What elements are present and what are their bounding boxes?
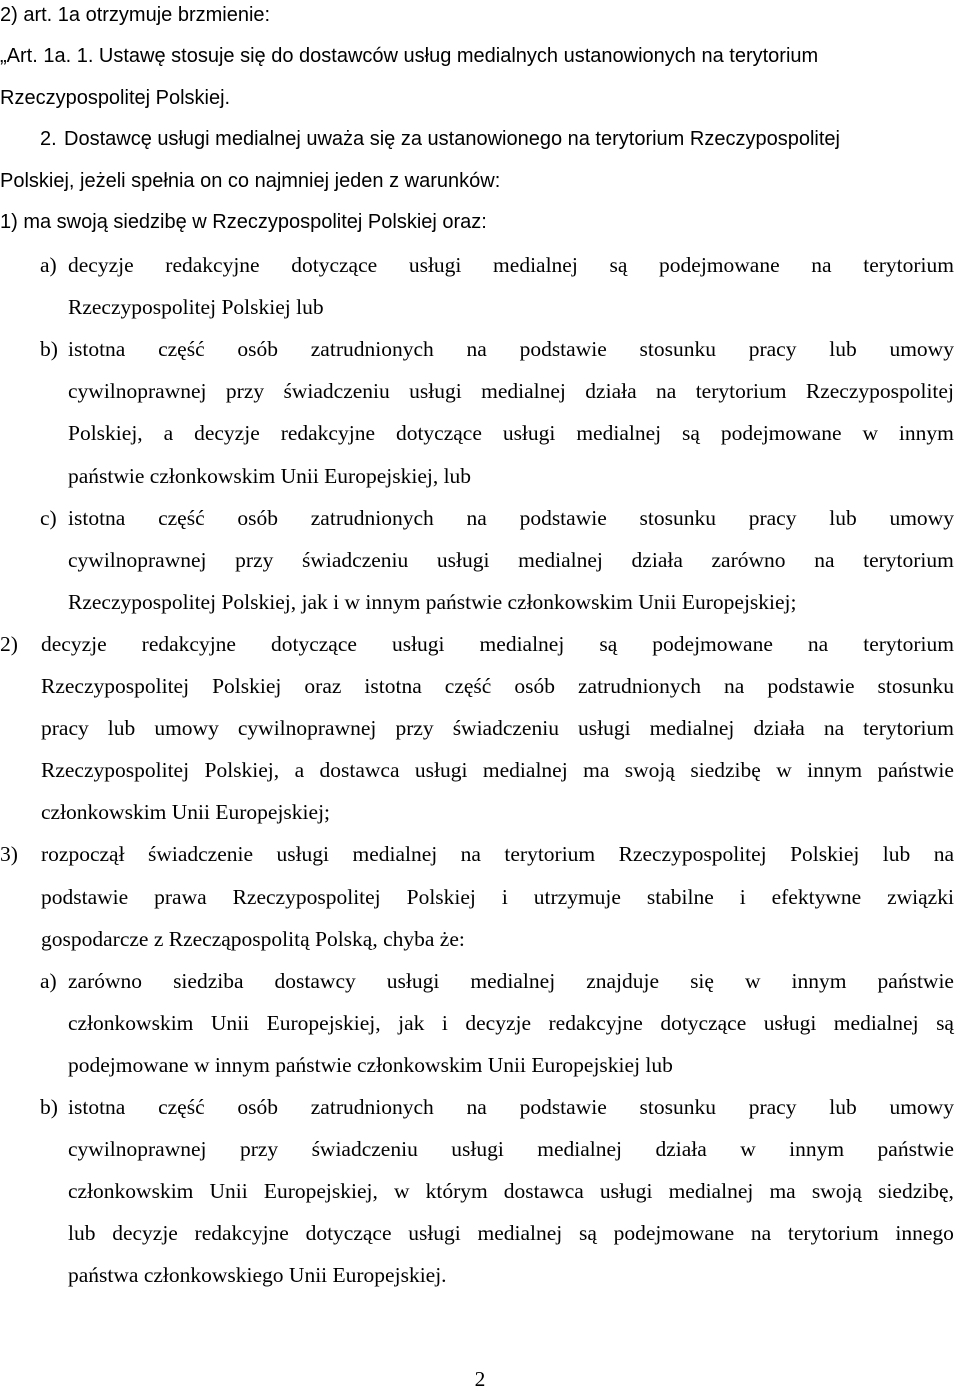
word: umowy (154, 716, 219, 740)
word: działa (585, 379, 637, 403)
word: świadczeniu (302, 548, 409, 572)
word: przy (239, 1137, 279, 1161)
word: stosunku (639, 1095, 716, 1119)
item-1-point-a-line: Rzeczypospolitej Polskiej lub (68, 295, 324, 319)
word: usługi (409, 379, 462, 403)
word: członkowskim (68, 1011, 194, 1035)
word: Rzeczypospolitej (41, 674, 190, 698)
word: Europejskiej, (263, 1179, 378, 1203)
word: medialnej (481, 379, 566, 403)
word: zatrudnionych (310, 337, 434, 361)
word: dostawcy (274, 969, 356, 993)
word: dotyczące (271, 632, 357, 656)
word: pracy (748, 1095, 797, 1119)
word: część (158, 506, 205, 530)
word: stosunku (639, 506, 716, 530)
word: usługi (386, 969, 440, 993)
word: ma (583, 758, 610, 782)
word: w (740, 1137, 756, 1161)
word: rozpoczął (41, 842, 125, 866)
word: cywilnoprawnej (68, 548, 207, 572)
word: terytorium (787, 1221, 879, 1245)
word: usługi (276, 842, 330, 866)
word: efektywne (771, 885, 862, 909)
word: medialnej (576, 421, 662, 445)
word: medialnej (352, 842, 438, 866)
word: medialnej (493, 253, 578, 277)
word: podejmowane (613, 1221, 735, 1245)
word: decyzje (194, 421, 260, 445)
word: podejmowane (652, 632, 773, 656)
word: na (814, 548, 835, 572)
word: cywilnoprawnej (68, 379, 207, 403)
word: podejmowane (659, 253, 780, 277)
word: część (158, 1095, 205, 1119)
word: osób (237, 337, 279, 361)
item-3-line (41, 844, 954, 866)
word: na (724, 674, 745, 698)
word: świadczeniu (311, 1137, 418, 1161)
word: pracy (748, 337, 797, 361)
item-3-point-b-line: państwa członkowskiego Unii Europejskiej. (68, 1263, 447, 1287)
word: i (739, 885, 746, 909)
word: Rzeczypospolitej (805, 379, 954, 403)
word: państwie (877, 969, 954, 993)
word: usługi (391, 632, 445, 656)
word: zatrudnionych (310, 1095, 434, 1119)
item-2-line: członkowskim Unii Europejskiej; (41, 800, 331, 824)
word: Unii (209, 1179, 248, 1203)
word: się (690, 969, 714, 993)
word: przy (395, 716, 434, 740)
word: a (294, 758, 305, 782)
word: istotna (68, 506, 126, 530)
word: usługi (414, 758, 468, 782)
word: innego (895, 1221, 954, 1245)
word: Rzeczypospolitej (41, 758, 190, 782)
item-1-point-b-marker: b) (40, 337, 58, 362)
item-3-point-b-line (68, 1097, 954, 1119)
word: siedziba (173, 969, 244, 993)
word: Unii (210, 1011, 250, 1035)
word: terytorium (695, 379, 787, 403)
word: stabilne (646, 885, 714, 909)
word: jak (398, 1011, 425, 1035)
word: na (750, 1221, 772, 1245)
item-3-marker: 3) (0, 842, 18, 867)
word: świadczeniu (283, 379, 390, 403)
word: usługi (502, 421, 556, 445)
word: podstawie (519, 337, 607, 361)
word: podstawie (41, 885, 129, 909)
word: medialnej (518, 548, 603, 572)
amendment-heading: 2) art. 1a otrzymuje brzmienie: (0, 4, 271, 26)
word: świadczeniu (452, 716, 559, 740)
word: podstawie (767, 674, 855, 698)
word: na (656, 379, 677, 403)
item-3-point-a-line (68, 1013, 954, 1035)
word: zatrudnionych (577, 674, 701, 698)
item-1-point-c-line (68, 550, 954, 572)
word: i (501, 885, 508, 909)
word: Polskiej (790, 842, 860, 866)
word: innym (898, 421, 954, 445)
word: swoją (811, 1179, 862, 1203)
word: innym (789, 1137, 845, 1161)
word: w (744, 969, 761, 993)
word: terytorium (863, 632, 954, 656)
word: podejmowane (720, 421, 842, 445)
word: lub (68, 1221, 96, 1245)
word: na (933, 842, 954, 866)
word: Europejskiej, (266, 1011, 381, 1035)
word: dostawca (319, 758, 400, 782)
item-1-point-c-line: Rzeczypospolitej Polskiej, jak i w innym państwie członkowskim Unii Europejskiej; (68, 590, 797, 614)
word: umowy (889, 506, 954, 530)
word: działa (655, 1137, 707, 1161)
word: w (393, 1179, 410, 1203)
item-1-point-c-line (68, 508, 954, 530)
word: redakcyjne (548, 1011, 643, 1035)
item-3-point-a-marker: a) (40, 968, 57, 993)
word: terytorium (863, 253, 954, 277)
word: usługi (436, 548, 490, 572)
word: pracy (748, 506, 797, 530)
word: lub (107, 716, 136, 740)
word: medialnej (649, 716, 735, 740)
paragraph-2-marker: 2. (40, 128, 57, 150)
word: redakcyjne (280, 421, 375, 445)
word: pracy (41, 716, 89, 740)
word: w (776, 758, 792, 782)
word: a (163, 421, 174, 445)
item-3-point-b-line (68, 1139, 954, 1161)
word: zatrudnionych (310, 506, 434, 530)
word: na (811, 253, 832, 277)
item-3-point-b-line (68, 1223, 954, 1245)
word: działa (753, 716, 805, 740)
word: zarówno (711, 548, 786, 572)
word: oraz (304, 674, 342, 698)
word: medialnej (470, 969, 556, 993)
article-1a-paragraph-1-line: „Art. 1a. 1. Ustawę stosuje się do dostawców usług medialnych ustanowionych na terytorium (0, 45, 819, 67)
word: zarówno (68, 969, 143, 993)
word: lub (829, 337, 857, 361)
word: usługi (408, 253, 462, 277)
word: Polskiej, (68, 421, 143, 445)
item-3-point-a-line (68, 971, 954, 993)
word: są (599, 632, 618, 656)
item-1-point-c-marker: c) (40, 505, 57, 530)
item-2-line (41, 718, 954, 740)
word: Rzeczypospolitej (618, 842, 767, 866)
word: podstawie (519, 506, 607, 530)
word: państwie (877, 1137, 954, 1161)
word: decyzje (465, 1011, 532, 1035)
word: medialnej (479, 632, 565, 656)
word: usługi (763, 1011, 817, 1035)
word: usługi (451, 1137, 504, 1161)
word: stosunku (877, 674, 954, 698)
word: terytorium (863, 548, 954, 572)
word: osób (237, 1095, 279, 1119)
article-1a-paragraph-1-line: Rzeczypospolitej Polskiej. (0, 87, 231, 109)
word: istotna (68, 1095, 126, 1119)
word: umowy (889, 1095, 954, 1119)
word: swoją (624, 758, 675, 782)
word: podstawie (519, 1095, 607, 1119)
word: dotyczące (395, 421, 482, 445)
item-3-line (41, 887, 954, 909)
item-1-point-b-line: państwie członkowskim Unii Europejskiej, lub (68, 464, 472, 488)
word: znajduje (586, 969, 660, 993)
word: innym (807, 758, 863, 782)
word: przy (235, 548, 274, 572)
word: Rzeczypospolitej (232, 885, 381, 909)
item-2-line (41, 676, 954, 698)
word: Polskiej (212, 674, 282, 698)
item-2-marker: 2) (0, 631, 18, 656)
word: istotna (68, 337, 126, 361)
item-1-point-b-line (68, 339, 954, 361)
word: redakcyjne (141, 632, 236, 656)
word: są (609, 253, 628, 277)
word: umowy (889, 337, 954, 361)
word: związki (887, 885, 954, 909)
item-1-point-a-line (68, 255, 954, 277)
word: są (936, 1011, 954, 1035)
word: cywilnoprawnej (237, 716, 377, 740)
word: lub (829, 1095, 857, 1119)
word: i (441, 1011, 448, 1035)
word: medialnej (482, 758, 568, 782)
word: na (466, 337, 487, 361)
item-2-line (41, 760, 954, 782)
word: siedzibę (690, 758, 761, 782)
item-1-point-a-marker: a) (40, 253, 57, 277)
word: cywilnoprawnej (68, 1137, 207, 1161)
word: terytorium (504, 842, 596, 866)
page-number: 2 (474, 1367, 486, 1391)
word: medialnej (537, 1137, 623, 1161)
word: medialnej (833, 1011, 919, 1035)
word: na (460, 842, 481, 866)
word: utrzymuje (533, 885, 621, 909)
word: członkowskim (68, 1179, 194, 1203)
word: osób (514, 674, 555, 698)
word: decyzje (41, 632, 107, 656)
item-1-point-b-line (68, 381, 954, 403)
word: na (807, 632, 829, 656)
word: Polskiej, (204, 758, 280, 782)
word: dotyczące (660, 1011, 747, 1035)
word: usługi (578, 716, 631, 740)
word: przy (225, 379, 265, 403)
word: innym (791, 969, 847, 993)
word: stosunku (639, 337, 716, 361)
word: ma (769, 1179, 796, 1203)
item-3-point-b-line (68, 1181, 954, 1203)
word: usługi (599, 1179, 653, 1203)
item-2-line (41, 634, 954, 656)
word: dotyczące (291, 253, 378, 277)
word: decyzje (112, 1221, 178, 1245)
word: w (862, 421, 878, 445)
word: medialnej (668, 1179, 754, 1203)
word: usługi (408, 1221, 461, 1245)
word: terytorium (863, 716, 954, 740)
word: działa (631, 548, 683, 572)
word: część (158, 337, 205, 361)
word: medialnej (477, 1221, 563, 1245)
word: są (578, 1221, 597, 1245)
word: prawa (154, 885, 207, 909)
word: lub (829, 506, 857, 530)
item-3-line: gospodarcze z Rzecząpospolitą Polską, chyba że: (41, 927, 465, 951)
word: osób (237, 506, 279, 530)
word: są (682, 421, 700, 445)
word: decyzje (68, 253, 134, 277)
word: redakcyjne (194, 1221, 289, 1245)
word: na (823, 716, 845, 740)
word: świadczenie (147, 842, 254, 866)
word: istotna (364, 674, 422, 698)
word: dotyczące (305, 1221, 392, 1245)
item-3-point-b-marker: b) (40, 1095, 58, 1119)
word: dostawca (503, 1179, 584, 1203)
item-3-point-a-line: podejmowane w innym państwie członkowskim Unii Europejskiej lub (68, 1053, 673, 1077)
word: redakcyjne (165, 253, 260, 277)
word: na (466, 506, 487, 530)
word: na (466, 1095, 487, 1119)
item-1-point-b-line (68, 423, 954, 445)
item-1-heading: 1) ma swoją siedzibę w Rzeczypospolitej Polskiej oraz: (0, 211, 487, 233)
paragraph-2-line: Polskiej, jeżeli spełnia on co najmniej jeden z warunków: (0, 170, 501, 192)
word: którym (425, 1179, 488, 1203)
word: Polskiej (406, 885, 476, 909)
paragraph-2-line: Dostawcę usługi medialnej uważa się za ustanowionego na terytorium Rzeczypospolitej (64, 128, 840, 150)
word: lub (882, 842, 911, 866)
word: siedzibę, (878, 1179, 954, 1203)
word: państwie (877, 758, 954, 782)
word: część (444, 674, 492, 698)
